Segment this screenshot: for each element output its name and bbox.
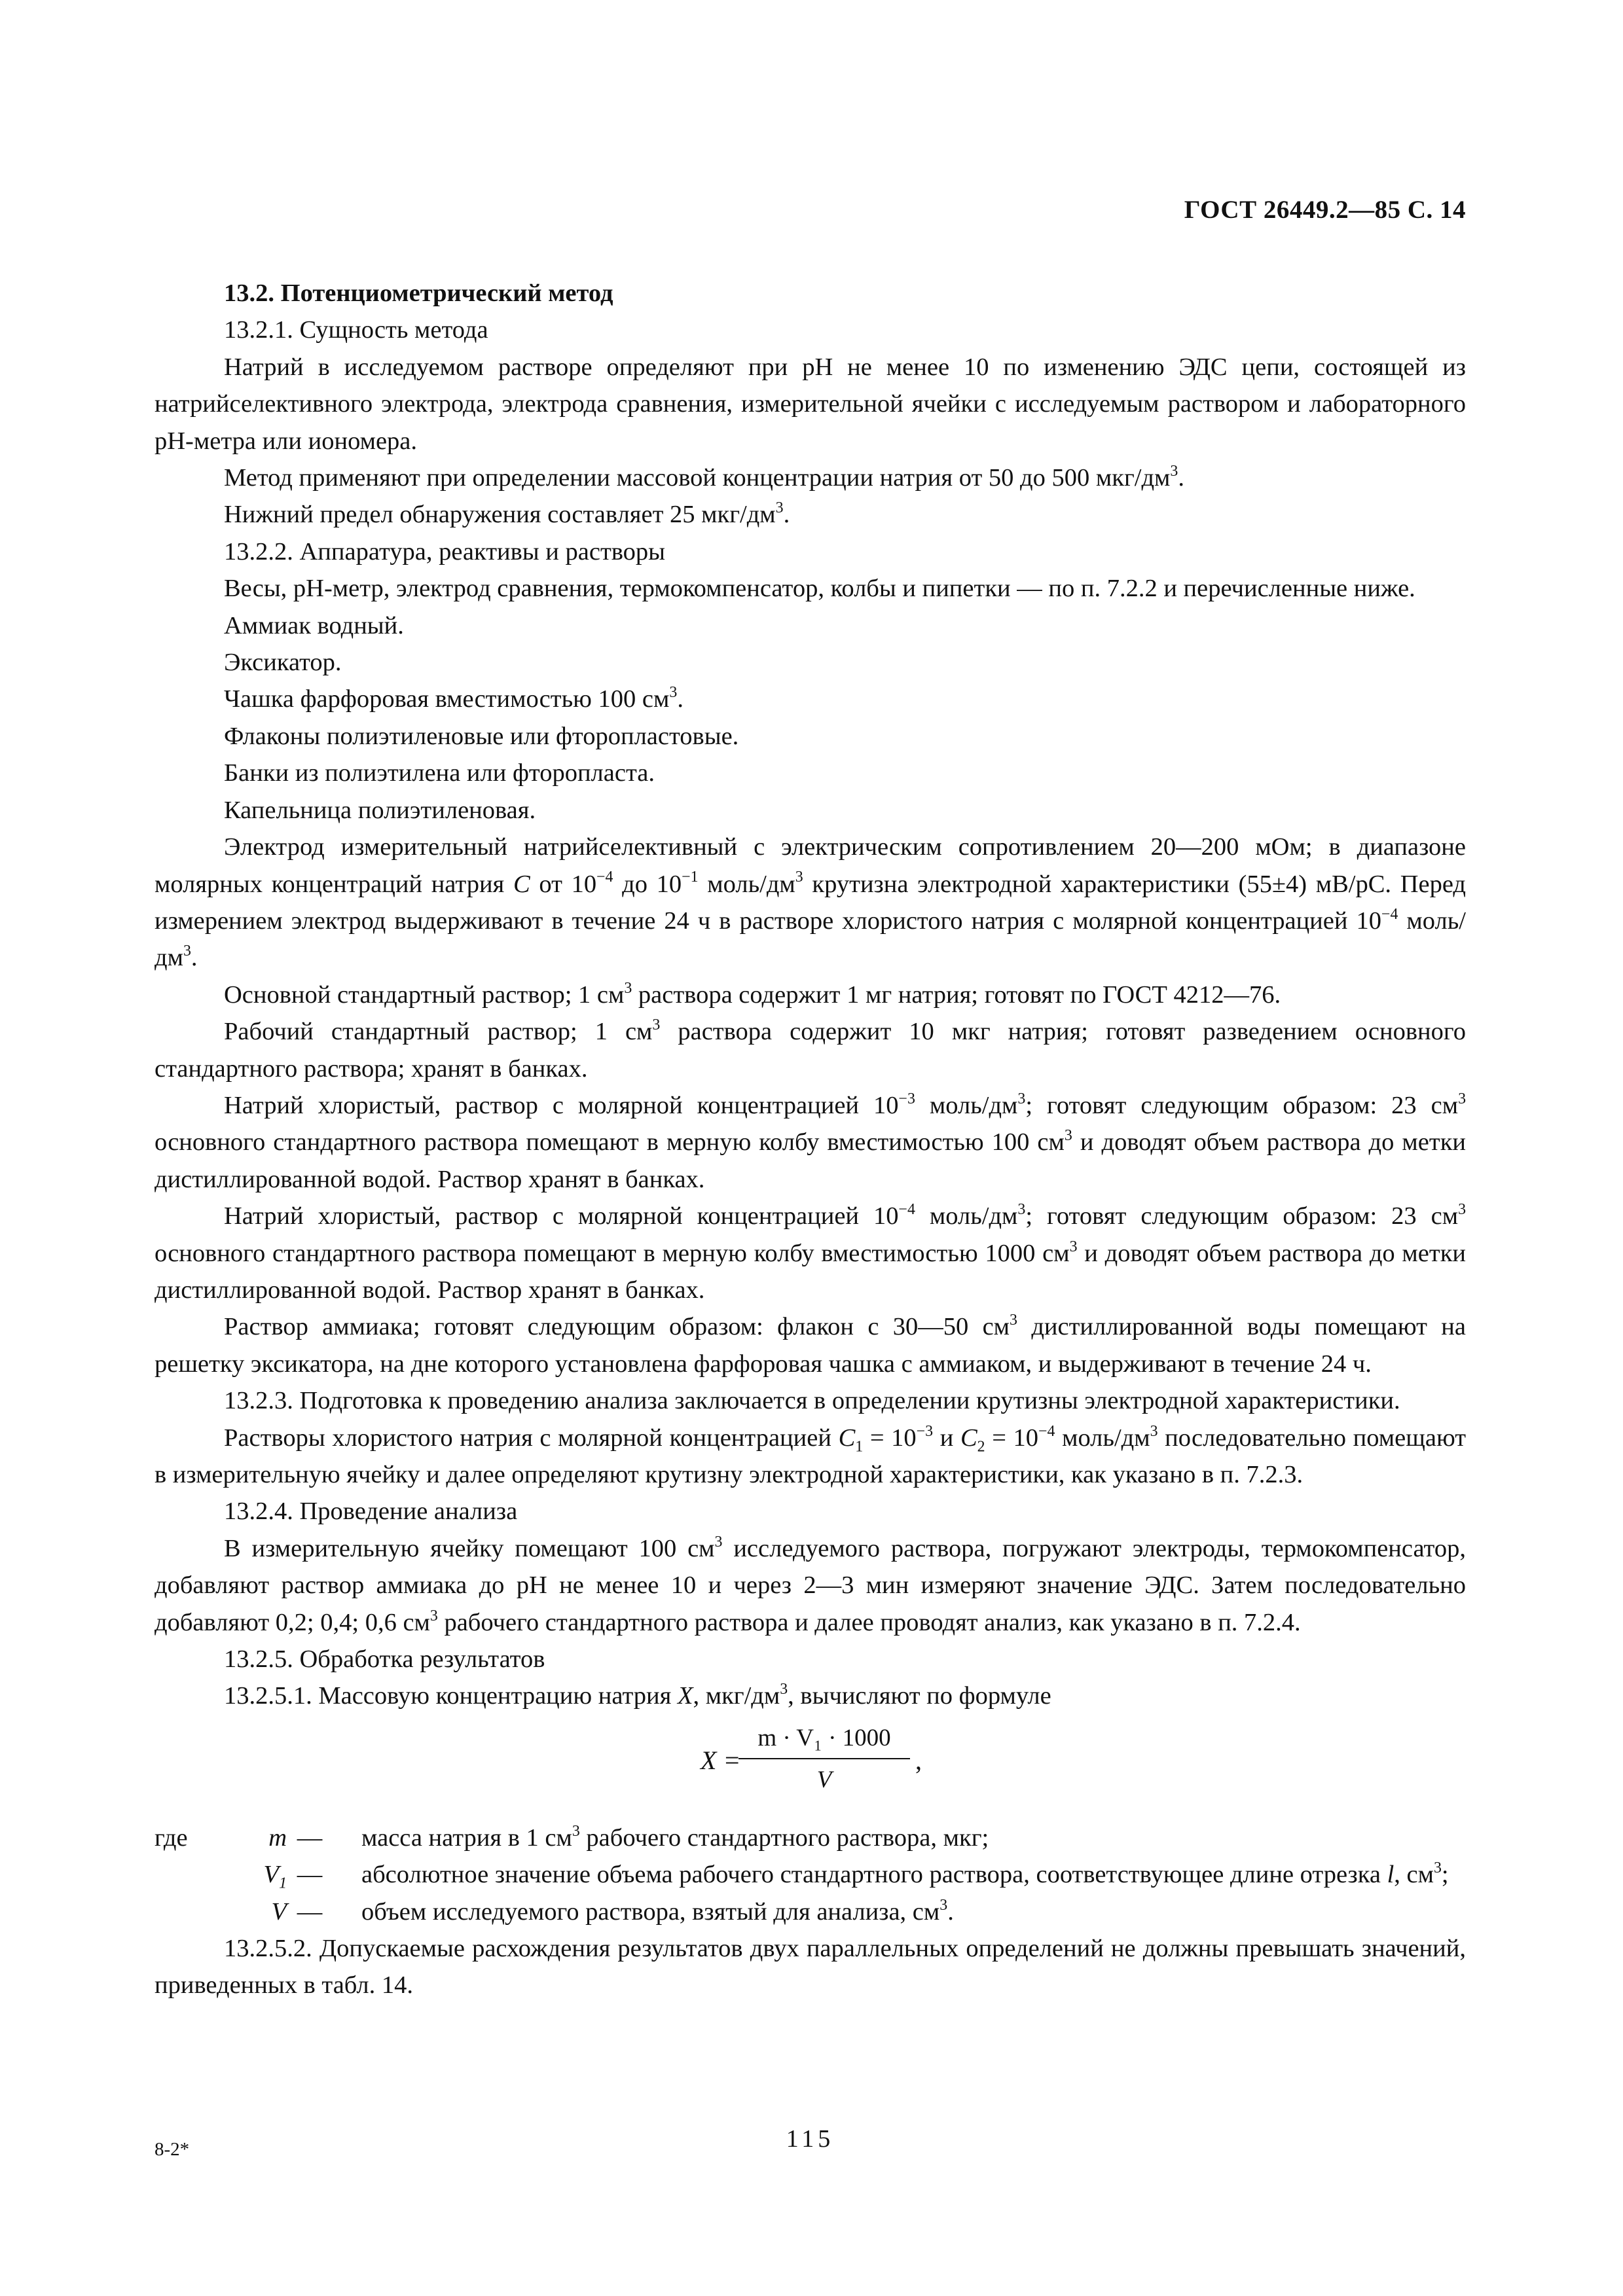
definition-symbol (155, 1856, 361, 1893)
definition-symbol (155, 1893, 361, 1930)
definition-row (155, 1856, 1466, 1893)
document-page (155, 0, 1466, 2296)
paragraph: Рабочий стандартный раствор; 1 $см^3$ раствора содержит 10 мкг натрия; готовят разведением основного стандартного раствора; хранят в банках. (155, 1016, 1466, 1083)
paragraph: Нижний предел обнаружения составляет 25 мкг/$дм^3$. (224, 499, 790, 529)
paragraph: Основной стандартный раствор; 1 $см^3$ раствора содержит 1 мг натрия; готовят по ГОСТ 4212—76. (224, 979, 1281, 1009)
paragraph: Натрий в исследуемом растворе определяют при pH не менее 10 по изменению ЭДС цепи, состоящей из натрийселективного электрода, электрода сравнения, измерительной ячейки с исследуемым раствором и лабораторного pH-метра или иономера. (155, 353, 1466, 455)
dash: — (297, 1823, 323, 1852)
paragraph: Электрод измерительный натрийселективный с электрическим сопротивлением 20—200 мОм; в диапазоне молярных концентраций натрия C от $10^{-4}$ до $10^{-1}$ моль/$дм^3$ крутизна электродной характеристики (55±4) мВ/рС. Перед измерением электрод выдерживают в течение 24 ч в растворе хлористого натрия с молярной концентрацией $10^{-4}$ моль/$дм^3$. (155, 833, 1466, 972)
paragraph: 13.2.5. Обработка результатов (224, 1645, 545, 1674)
definition-row (155, 1893, 1466, 1930)
paragraph: Растворы хлористого натрия с молярной концентрацией $C_1 = 10^{-3}$ и $C_2 = 10^{-4}$ моль/$дм^3$ последовательно помещают в измерительную ячейку и далее определяют крутизну электродной характеристики, как указано в п. 7.2.3. (155, 1422, 1467, 1488)
paragraph: Раствор аммиака; готовят следующим образом: флакон с 30—50 $см^3$ дистиллированной воды помещают на решетку эксикатора, на дне которого установлена фарфоровая чашка с аммиаком, и выдерживают в течение 24 ч. (155, 1312, 1466, 1378)
formula-trail: , (915, 1745, 922, 1775)
paragraph: Эксикатор. (224, 649, 342, 677)
symbol: $V_1$ (263, 1861, 287, 1892)
paragraph: 13.2.5.2. Допускаемые расхождения результатов двух параллельных определений не должны превышать значений, приведенных в табл. 14. (155, 1935, 1466, 2000)
definition-text: объем исследуемого раствора, взятый для анализа, $см^3$. (361, 1896, 954, 1926)
paragraph: Капельница полиэтиленовая. (224, 796, 536, 824)
definition-symbol (155, 1820, 361, 1856)
formula-lhs: X = (701, 1745, 741, 1775)
formula-fraction (739, 1720, 910, 1799)
definition-text: абсолютное значение объема рабочего стандартного раствора, соответствующее длине отрезка l, $см^3$; (361, 1859, 1449, 1889)
page-header: ГОСТ 26449.2—85 С. 14 (1184, 196, 1466, 224)
paragraph: Аммиак водный. (224, 611, 404, 639)
paragraph: 13.2.4. Проведение анализа (224, 1498, 518, 1526)
formula-numerator: m · V₁ · 1000 (757, 1724, 891, 1751)
page-number: 115 (786, 2125, 835, 2153)
definition-prefix: где (155, 1823, 188, 1852)
paragraph: Весы, pH-метр, электрод сравнения, термокомпенсатор, колбы и пипетки — по п. 7.2.2 и перечисленные ниже. (224, 575, 1415, 603)
dash: — (297, 1861, 323, 1889)
section-heading: 13.2. Потенциометрический метод (224, 279, 613, 307)
formula-denominator: V (816, 1767, 832, 1794)
formula (155, 1715, 1466, 1820)
paragraphs (155, 275, 1466, 1715)
definition-row (155, 1820, 1466, 1856)
paragraph: 13.2.3. Подготовка к проведению анализа заключается в определении крутизны электродной характеристики. (224, 1387, 1400, 1415)
paragraph: Банки из полиэтилена или фторопласта. (224, 759, 655, 787)
paragraph: 13.2.5.1. Массовую концентрацию натрия X, мкг/$дм^3$, вычисляют по формуле (224, 1681, 1051, 1710)
symbol: m (268, 1823, 287, 1852)
paragraph: В измерительную ячейку помещают 100 $см^3$ исследуемого раствора, погружают электроды, термокомпенсатор, добавляют раствор аммиака до pH не менее 10 и через 2—3 мин измеряют значение ЭДС. Затем последовательно добавляют 0,2; 0,4; 0,6 $см^3$ рабочего стандартного раствора и далее проводят анализ, как указано в п. 7.2.4. (155, 1533, 1466, 1636)
footer-sheet-mark: 8-2* (155, 2139, 190, 2160)
paragraph: 13.2.2. Аппаратура, реактивы и растворы (224, 537, 666, 565)
paragraph: Флаконы полиэтиленовые или фторопластовые. (224, 722, 739, 750)
paragraph: Чашка фарфоровая вместимостью 100 $см^3$. (224, 684, 684, 713)
paragraph: Натрий хлористый, раствор с молярной концентрацией $10^{-3}$ моль/$дм^3$; готовят следующим образом: 23 $см^3$ основного стандартного раствора помещают в мерную колбу вместимостью 100 $см^3$ и доводят объем раствора до метки дистиллированной водой. Раствор хранят в банках. (155, 1090, 1467, 1193)
paragraph: Метод применяют при определении массовой концентрации натрия от 50 до 500 мкг/$дм^3$. (224, 463, 1184, 492)
definition-text: масса натрия в 1 $см^3$ рабочего стандартного раствора, мкг; (361, 1822, 989, 1852)
fraction-bar (739, 1758, 910, 1759)
document-body (155, 275, 1466, 2004)
paragraph: 13.2.1. Сущность метода (224, 316, 488, 344)
closing-paragraphs (155, 1930, 1466, 2004)
dash: — (297, 1897, 323, 1926)
paragraph: Натрий хлористый, раствор с молярной концентрацией $10^{-4}$ моль/$дм^3$; готовят следующим образом: 23 $см^3$ основного стандартного раствора помещают в мерную колбу вместимостью 1000 $см^3$ и доводят объем раствора до метки дистиллированной водой. Раствор хранят в банках. (155, 1201, 1467, 1304)
symbol: V (271, 1897, 287, 1926)
variable-definitions (155, 1820, 1466, 1930)
